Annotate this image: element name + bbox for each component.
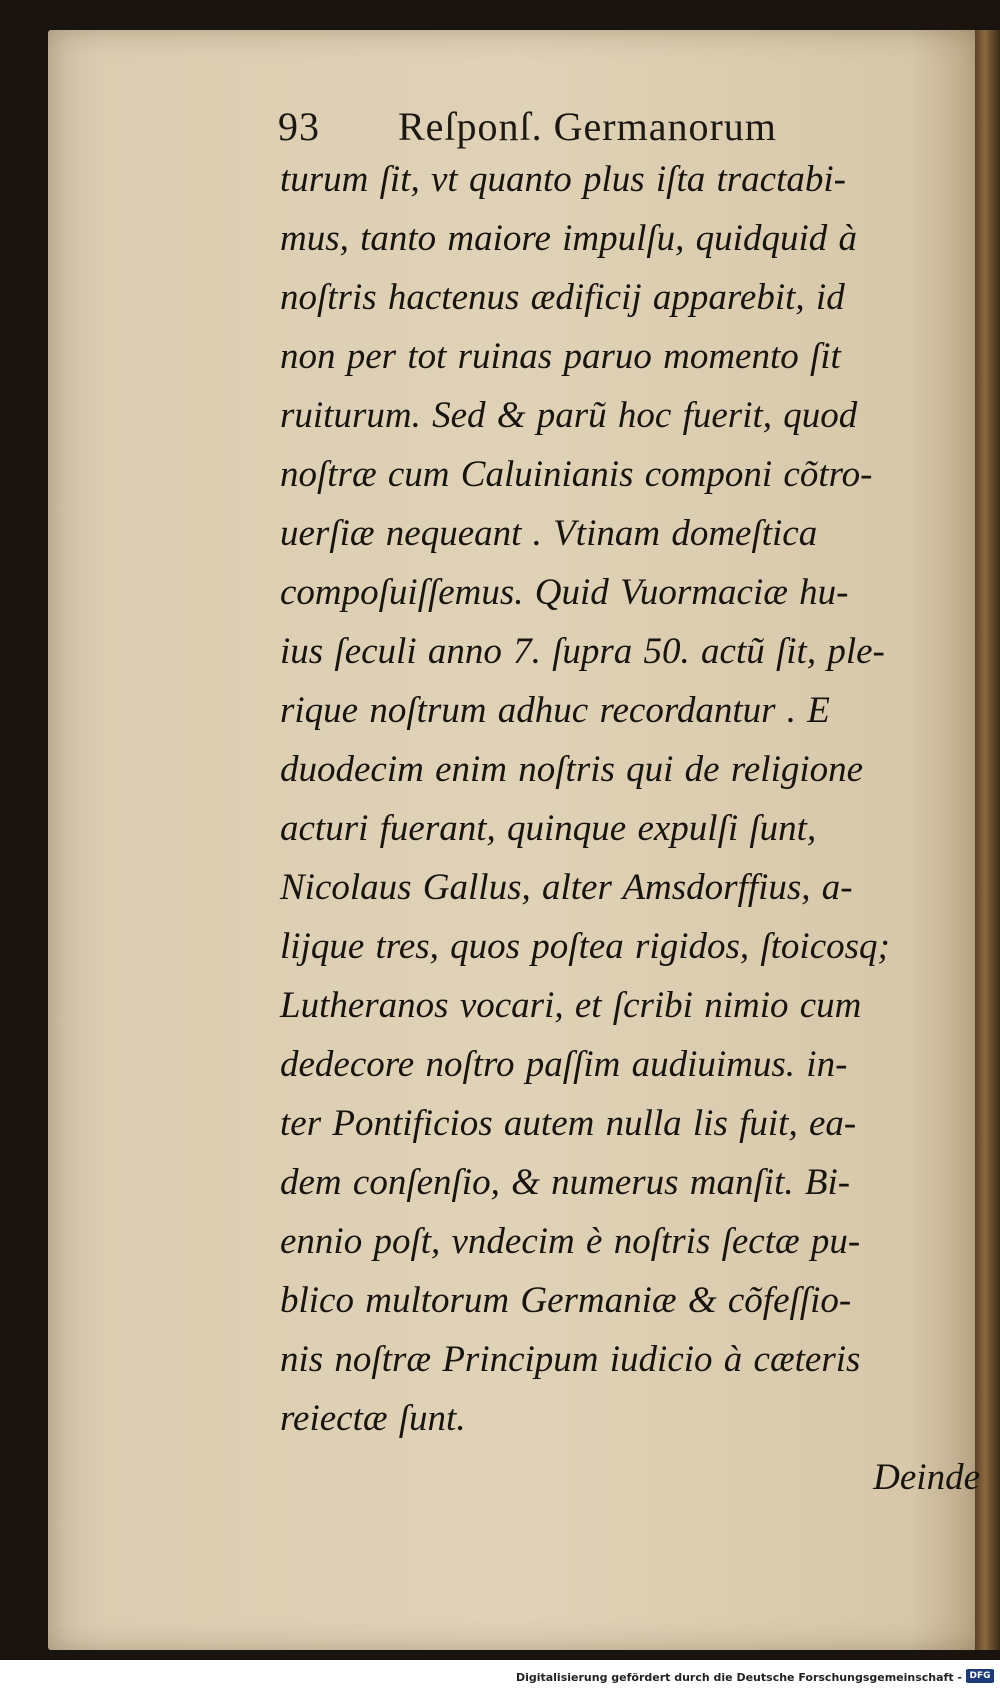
text-line: blico multorum Germaniæ & cõfeſſio- [280,1280,852,1321]
text-line: ius ſeculi anno 7. ſupra 50. actũ ſit, ple- [280,631,885,672]
text-line: Nicolaus Gallus, alter Amsdorffius, a- [280,867,853,908]
text-line: dedecore noſtro paſſim audiuimus. in- [280,1044,848,1085]
text-line: acturi fuerant, quinque expulſi ſunt, [280,808,817,849]
text-line: noſtris hactenus ædificij apparebit, id [280,277,845,318]
digitization-credit: Digitalisierung gefördert durch die Deutsche Forschungsgemeinschaft - [515,1671,962,1684]
text-line: turum ſit, vt quanto plus iſta tractabi- [280,159,846,200]
text-line: ennio poſt, vndecim è noſtris ſectæ pu- [280,1221,861,1262]
text-line: compoſuiſſemus. Quid Vuormaciæ hu- [280,572,849,613]
page-header [278,95,918,155]
text-line: lijque tres, quos poſtea rigidos, ſtoicosq; [280,926,890,967]
text-line: nis noſtræ Principum iudicio à cæteris [280,1339,861,1380]
catchword: Deinde [873,1457,980,1498]
text-line: Lutheranos vocari, et ſcribi nimio cum [280,985,862,1026]
running-title: Reſponſ. Germanorum [398,104,777,149]
text-line: mus, tanto maiore impulſu, quidquid à [280,218,857,259]
page-number: 93 [278,104,320,149]
dfg-logo: DFG [966,1669,994,1683]
text-line: uerſiæ nequeant . Vtinam domeſtica [280,513,818,554]
text-line: reiectæ ſunt. [280,1398,466,1439]
text-line: rique noſtrum adhuc recordantur . E [280,690,830,731]
text-line: duodecim enim noſtris qui de religione [280,749,864,790]
text-line: noſtræ cum Caluinianis componi cõtro- [280,454,873,495]
text-line: ruiturum. Sed & parũ hoc fuerit, quod [280,395,858,436]
text-line: ter Pontificios autem nulla lis fuit, ea- [280,1103,857,1144]
body-text [280,150,980,1507]
text-line: dem conſenſio, & numerus manſit. Bi- [280,1162,851,1203]
text-line: non per tot ruinas paruo momento ſit [280,336,841,377]
